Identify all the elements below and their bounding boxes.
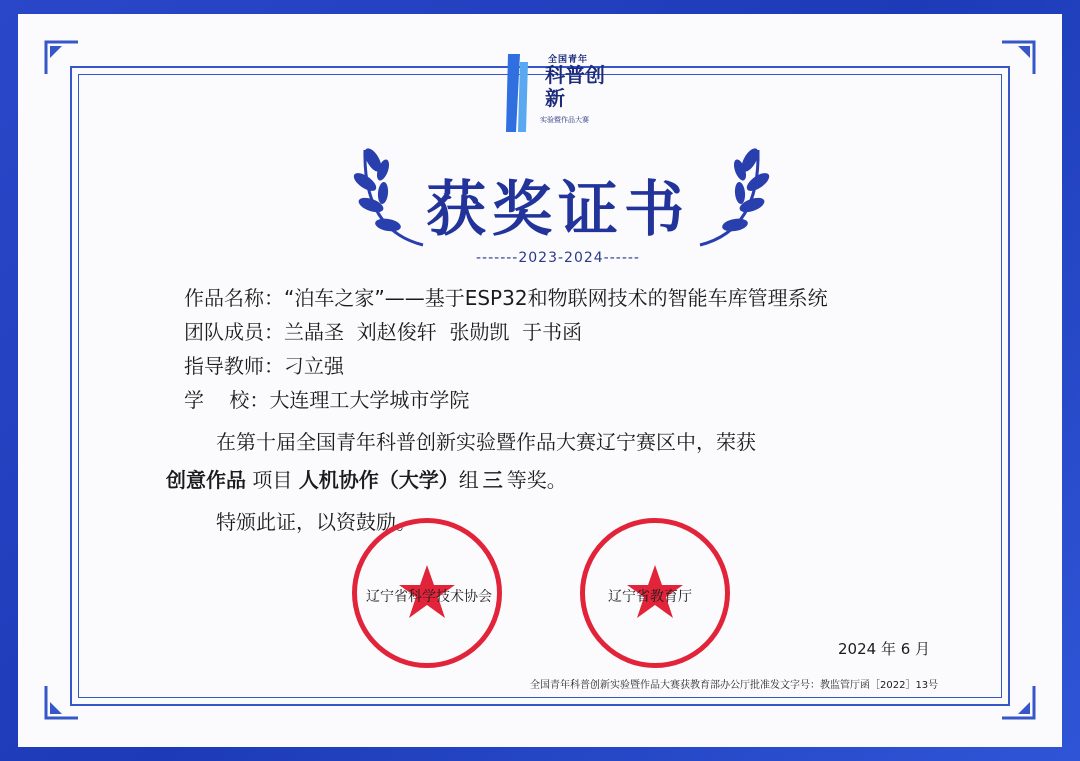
certificate-paper: [18, 14, 1062, 747]
field-label: 作品名称：: [184, 286, 284, 310]
seal-label-science-association: 辽宁省科学技术协会: [366, 589, 492, 605]
field-instructor: [184, 350, 344, 379]
award-rank: 三: [482, 468, 503, 492]
issue-date: 2024 年 6 月: [838, 640, 931, 658]
award-group-word: 组: [458, 468, 479, 492]
award-line: [166, 464, 567, 493]
field-value: 刁立强: [284, 354, 344, 378]
approval-footnote: 全国青年科普创新实验暨作品大赛获教育部办公厅批准发文字号：教监管厅函［2022］13号: [530, 680, 939, 691]
corner-ornament-top-left: [42, 38, 82, 78]
field-school: [184, 384, 469, 413]
field-label: 团队成员：: [184, 320, 284, 344]
field-label: 学 校：: [184, 388, 270, 412]
field-value: “泊车之家”——基于ESP32和物联网技术的智能车库管理系统: [284, 286, 828, 310]
corner-ornament-bottom-left: [42, 682, 82, 722]
award-category: 创意作品: [166, 468, 246, 492]
corner-ornament-bottom-right: [998, 682, 1038, 722]
certificate-title: 获奖证书: [426, 175, 690, 245]
field-label: 指导教师：: [184, 354, 284, 378]
logo-text-tiny: 实验暨作品大赛: [540, 116, 589, 124]
award-paragraph-1: 在第十届全国青年科普创新实验暨作品大赛辽宁赛区中，荣获: [216, 430, 756, 454]
logo-text-small: 全国青年: [548, 55, 589, 65]
field-work-name: [184, 282, 828, 311]
award-project-word: 项目: [246, 468, 299, 492]
field-value: 兰晶圣 刘赵俊轩 张勋凯 于书函: [284, 320, 583, 344]
seal-label-education-department: 辽宁省教育厅: [608, 589, 692, 605]
corner-ornament-top-right: [998, 38, 1038, 78]
award-paragraph-2: 特颁此证，以资鼓励。: [216, 510, 416, 534]
field-team-members: [184, 316, 582, 345]
logo-text-big: 科普创新: [545, 63, 605, 110]
award-suffix: 等奖。: [506, 468, 567, 492]
award-group: 人机协作（大学）: [298, 468, 459, 492]
field-value: 大连理工大学城市学院: [269, 388, 470, 412]
academic-year: -------2023-2024------: [476, 250, 640, 266]
